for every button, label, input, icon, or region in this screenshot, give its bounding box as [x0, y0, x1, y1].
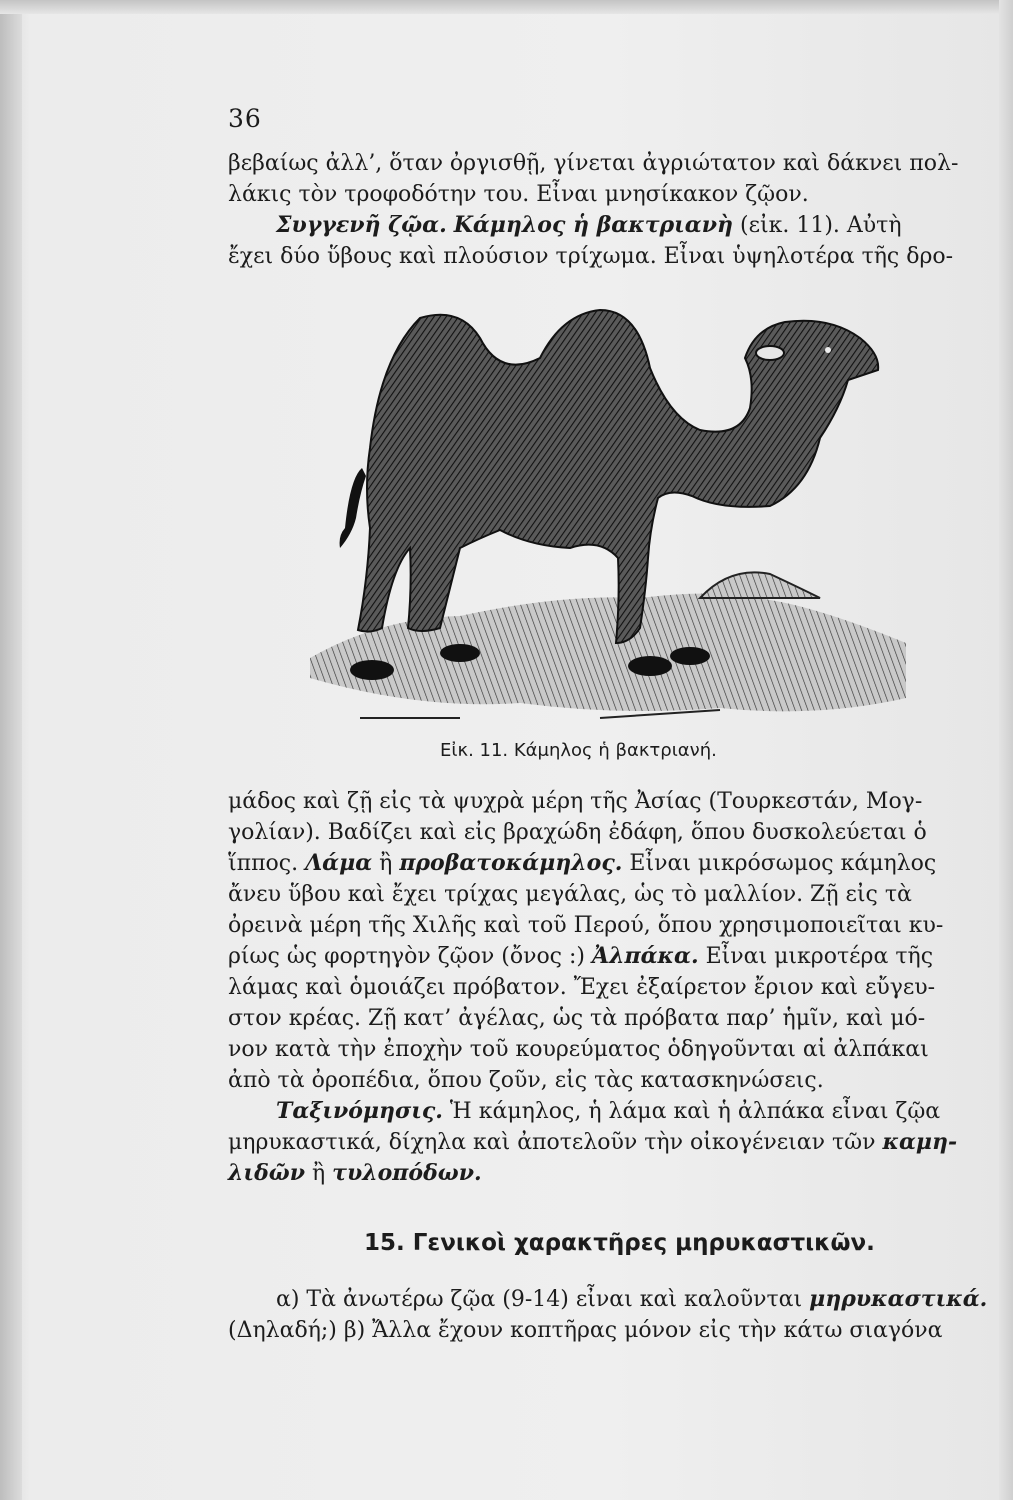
subheading-related-animals: Συγγενῆ ζῷα. — [276, 212, 447, 238]
text-line: γολίαν). Βαδίζει καὶ εἰς βραχώδη ἐδάφη, ὅπου δυσκολεύεται ὁ — [228, 820, 927, 845]
hoof-shape — [350, 660, 394, 680]
text-line — [228, 848, 992, 879]
text-fragment: μηρυκαστικά, δίχηλα καὶ ἀποτελοῦν τὴν οἰκογένειαν τῶν — [228, 1130, 883, 1155]
text-line: λάμας καὶ ὁμοιάζει πρόβατον. Ἔχει ἐξαίρετον ἔριον καὶ εὔγευ- — [228, 975, 936, 1000]
text-line: λάκις τὸν τροφοδότην του. Εἶναι μνησίκακον ζῷον. — [228, 182, 809, 207]
ground-shape — [310, 593, 906, 711]
text-fragment: ἢ — [372, 851, 400, 876]
term-camelids-end: λιδῶν — [228, 1160, 305, 1186]
text-fragment: Εἶναι μικρόσωμος κάμηλος — [622, 851, 937, 876]
text-line: βεβαίως ἀλλ’, ὅταν ὀργισθῇ, γίνεται ἀγριώτατον καὶ δάκνει πολ- — [228, 151, 959, 176]
term-alpaca: Ἀλπάκα. — [592, 943, 699, 969]
bottom-text-block — [228, 1284, 992, 1346]
text-fragment: ρίως ὡς φορτηγὸν ζῷον (ὄνος :) — [228, 944, 592, 969]
text-fragment: Εἶναι μικροτέρα τῆς — [698, 944, 934, 969]
text-line — [228, 941, 992, 972]
figure-caption: Εἰκ. 11. Κάμηλος ἡ βακτριανή. — [440, 740, 717, 761]
text-line — [228, 1096, 992, 1127]
text-fragment: Ἡ κάμηλος, ἡ λάμα καὶ ἡ ἀλπάκα εἶναι ζῷα — [442, 1099, 941, 1124]
page-top-shadow — [0, 0, 1013, 14]
text-fragment: ἢ — [304, 1161, 333, 1186]
text-line — [228, 210, 992, 241]
text-line — [228, 1127, 992, 1158]
text-line: ἀπὸ τὰ ὀροπέδια, ὅπου ζοῦν, εἰς τὰς κατασκηνώσεις. — [228, 1068, 824, 1093]
eye-shape — [825, 347, 831, 353]
bactrian-camel-illustration — [300, 298, 910, 728]
term-llama: Λάμα — [305, 850, 373, 876]
text-fragment: ἵππος. — [228, 851, 306, 876]
hoof-shape — [440, 644, 480, 662]
middle-text-block — [228, 786, 992, 1189]
page-number: 36 — [228, 104, 262, 133]
subheading-classification: Ταξινόμησις. — [276, 1098, 443, 1124]
rock-shape — [700, 572, 820, 598]
term-bactrian-camel: Κάμηλος ἡ βακτριανὴ — [453, 212, 733, 238]
page-right-shadow — [999, 0, 1013, 1500]
text-line: (Δηλαδή;) β) Ἄλλα ἔχουν κοπτῆρας μόνον εἰς τὴν κάτω σιαγόνα — [228, 1318, 943, 1343]
ground-stroke — [600, 710, 720, 718]
page-left-shadow — [0, 0, 22, 1500]
text-line: μάδος καὶ ζῇ εἰς τὰ ψυχρὰ μέρη τῆς Ἀσίας (Τουρκεστάν, Μογ- — [228, 789, 923, 814]
term-tylopoda: τυλοπόδων. — [332, 1160, 482, 1186]
text-line: νον κατὰ τὴν ἐποχὴν τοῦ κουρεύματος ὁδηγοῦνται αἱ ἀλπάκαι — [228, 1037, 929, 1062]
text-line: ὀρεινὰ μέρη τῆς Χιλῆς καὶ τοῦ Περού, ὅπου χρησιμοποιεῖται κυ- — [228, 913, 944, 938]
top-text-block — [228, 148, 992, 272]
text-line — [228, 1284, 992, 1315]
term-ruminants: μηρυκαστικά. — [809, 1286, 988, 1312]
text-line: ἄνευ ὕβου καὶ ἔχει τρίχας μεγάλας, ὡς τὸ μαλλίον. Ζῇ εἰς τὰ — [228, 882, 912, 907]
text-line: στον κρέας. Ζῇ κατ’ ἀγέλας, ὡς τὰ πρόβατα παρ’ ἡμῖν, καὶ μό- — [228, 1006, 926, 1031]
ear-shape — [756, 346, 784, 360]
hoof-shape — [670, 647, 710, 665]
hoof-shape — [628, 656, 672, 676]
section-heading: 15. Γενικοὶ χαρακτῆρες μηρυκαστικῶν. — [364, 1230, 875, 1256]
term-camelids: καμη- — [882, 1129, 958, 1155]
text-line — [228, 1158, 992, 1189]
term-sheep-camel: προβατοκάμηλος. — [399, 850, 623, 876]
text-line: ἔχει δύο ὕβους καὶ πλούσιον τρίχωμα. Εἶναι ὑψηλοτέρα τῆς δρο- — [228, 244, 954, 269]
text-fragment: (εἰκ. 11). Αὐτὴ — [733, 213, 902, 238]
text-fragment: α) Τὰ ἀνωτέρω ζῷα (9-14) εἶναι καὶ καλοῦνται — [276, 1287, 810, 1312]
tail-shape — [340, 468, 366, 548]
